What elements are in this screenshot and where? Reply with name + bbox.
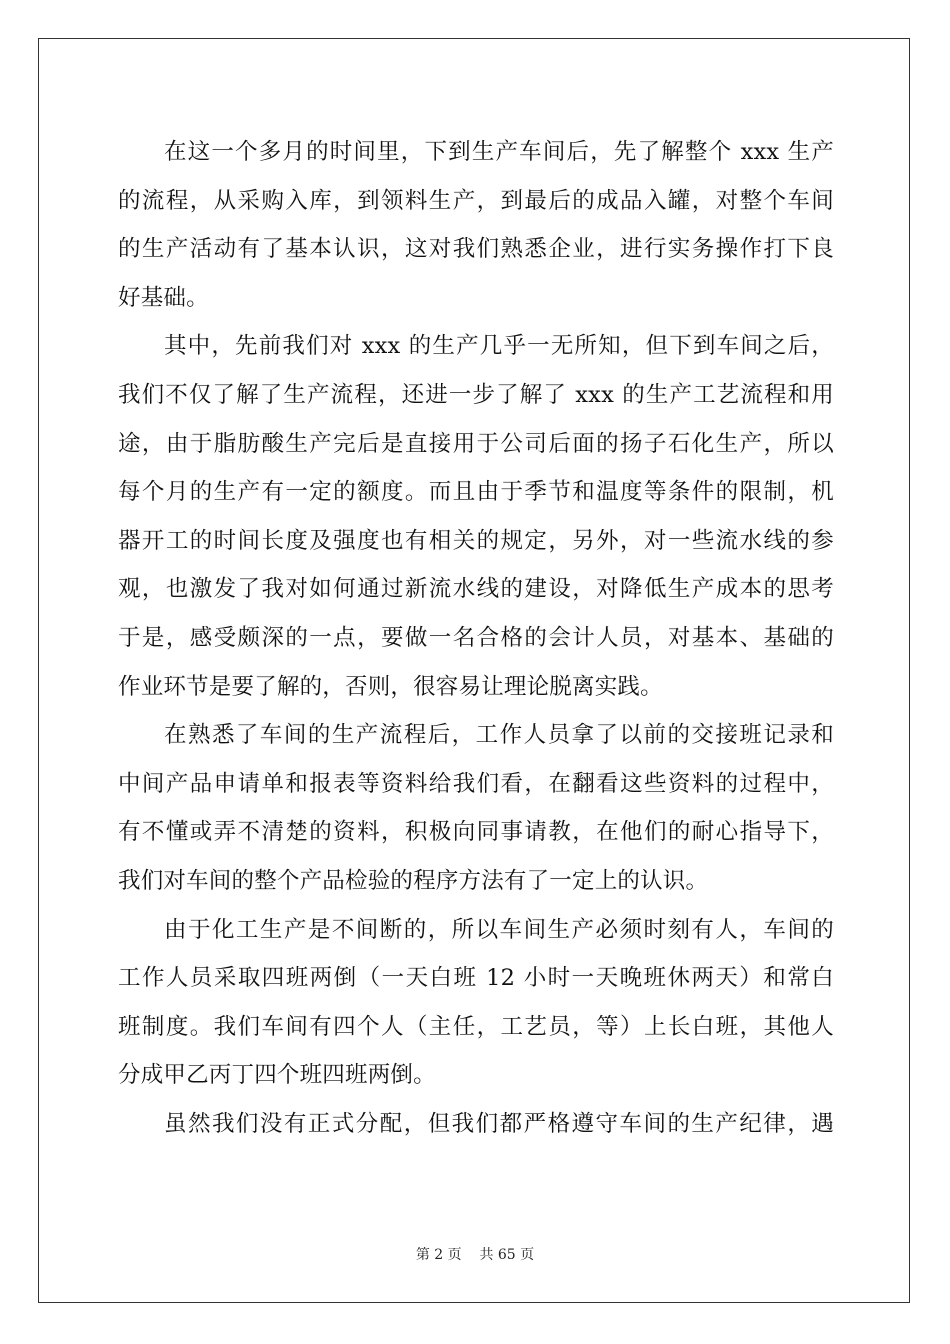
- text-line: 作业环节是要了解的，否则，很容易让理论脱离实践。: [118, 673, 663, 700]
- text-line: 的流程，从采购入库，到领料生产，到最后的成品入罐，对整个车间: [118, 187, 834, 214]
- text-line: 在这一个多月的时间里，下到生产车间后，先了解整个 xxx 生产: [164, 139, 834, 165]
- text-line: 虽然我们没有正式分配，但我们都严格遵守车间的生产纪律，遇: [164, 1110, 834, 1137]
- text-line: 观，也激发了我对如何通过新流水线的建设，对降低生产成本的思考: [118, 576, 834, 603]
- text-line: 器开工的时间长度及强度也有相关的规定，另外，对一些流水线的参: [118, 527, 834, 554]
- page-number: 第 2 页: [415, 1247, 462, 1263]
- text-line: 于是，感受颇深的一点，要做一名合格的会计人员，对基本、基础的: [118, 624, 834, 651]
- page-footer: [0, 1244, 950, 1264]
- text-line: 中间产品申请单和报表等资料给我们看，在翻看这些资料的过程中，: [118, 770, 834, 797]
- text-line: 我们不仅了解了生产流程，还进一步了解了 xxx 的生产工艺流程和用: [118, 381, 834, 408]
- text-line: 在熟悉了车间的生产流程后，工作人员拿了以前的交接班记录和: [164, 722, 834, 749]
- text-line: 每个月的生产有一定的额度。而且由于季节和温度等条件的限制，机: [118, 479, 834, 506]
- page-total: 共 65 页: [479, 1247, 535, 1263]
- text-line: 班制度。我们车间有四个人（主任，工艺员，等）上长白班，其他人: [118, 1013, 834, 1040]
- footer-spacer: [462, 1247, 480, 1263]
- text-line: 的生产活动有了基本认识，这对我们熟悉企业，进行实务操作打下良: [118, 236, 834, 263]
- text-line: 由于化工生产是不间断的，所以车间生产必须时刻有人，车间的: [164, 916, 834, 943]
- text-line: 分成甲乙丙丁四个班四班两倒。: [118, 1062, 436, 1089]
- text-line: 我们对车间的整个产品检验的程序方法有了一定上的认识。: [118, 867, 709, 894]
- text-line: 有不懂或弄不清楚的资料，积极向同事请教，在他们的耐心指导下，: [118, 819, 834, 846]
- document-body: [118, 128, 834, 1148]
- text-line: 好基础。: [118, 284, 209, 311]
- text-line: 途，由于脂肪酸生产完后是直接用于公司后面的扬子石化生产，所以: [118, 430, 834, 457]
- text-line: 其中，先前我们对 xxx 的生产几乎一无所知，但下到车间之后，: [164, 333, 834, 360]
- text-line: 工作人员采取四班两倒（一天白班 12 小时一天晚班休两天）和常白: [118, 965, 834, 992]
